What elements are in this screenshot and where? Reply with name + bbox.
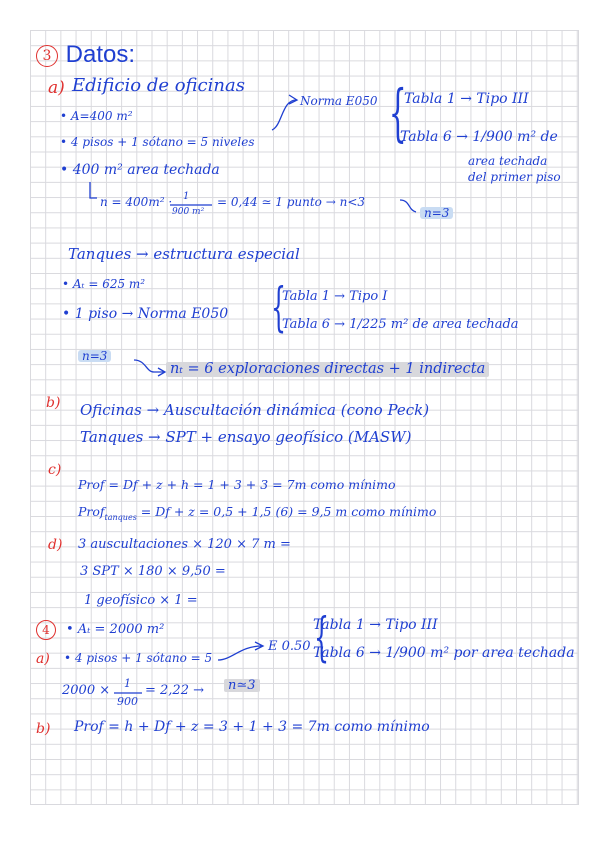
q3-frac-num: 1 [183, 191, 190, 202]
q3-d-line1: 3 auscultaciones × 120 × 7 m = [78, 537, 291, 552]
q3-area-line: • A=400 m² [60, 109, 133, 123]
datos-title: Datos: [65, 41, 136, 68]
q3-norma-brace: { [388, 76, 407, 149]
q4-frac-num: 1 [124, 677, 131, 690]
q3-calc-arrow [90, 182, 97, 198]
q4-tabla6: Tabla 6 → 1/900 m² por area techada [313, 645, 575, 661]
q3-c-line1: Prof = Df + z + h = 1 + 3 + 3 = 7m como mínimo [78, 477, 396, 492]
q3-a-title: Edificio de oficinas [72, 75, 245, 96]
q3-b-label: b) [46, 395, 61, 411]
q3-frac-den: 900 m² [172, 207, 205, 217]
q3-norma-arrow [272, 100, 296, 130]
q4-tabla1: Tabla 1 → Tipo III [313, 617, 438, 633]
question-4-number: 4 [36, 620, 56, 640]
q3-nt-total: nₜ = 6 exploraciones directas + 1 indirecta [166, 362, 489, 377]
q3-b-line2: Tanques → SPT + ensayo geofísico (MASW) [80, 428, 412, 446]
q4-calc-prefix: 2000 × [62, 683, 111, 698]
q3-n-curl [400, 200, 416, 212]
q4-norma-arrow [218, 646, 262, 660]
q3-n-result-badge: n=3 [420, 207, 453, 219]
q3-floors-line: • 4 pisos + 1 sótano = 5 niveles [60, 135, 255, 149]
q3-c-line2-prof: Prof [78, 504, 105, 519]
q4-norma-brace: { [314, 608, 329, 668]
q3-c-label: c) [48, 462, 62, 478]
q3-tanques-area: • Aₜ = 625 m² [62, 277, 146, 291]
q3-d-line2: 3 SPT × 180 × 9,50 = [80, 564, 226, 579]
q3-tabla6-line2: area techada [468, 154, 548, 168]
q3-a-label: a) [48, 78, 65, 98]
question-3-number: 3 [36, 45, 58, 67]
q3-d-line3: 1 geofísico × 1 = [84, 593, 198, 608]
q3-calc-result: = 0,44 ≃ 1 punto → n<3 [217, 195, 366, 209]
q3-d-label: d) [48, 537, 63, 553]
q3-b-line1: Oficinas → Auscultación dinámica (cono Peck) [80, 401, 430, 419]
q3-tanques-tabla1: Tabla 1 → Tipo I [282, 289, 388, 304]
q3-norma-label: Norma E050 [300, 94, 378, 108]
q3-c-line2-sub: tanques [104, 513, 137, 522]
q4-norma-label: E 0.50 [268, 639, 311, 654]
q4-frac-den: 900 [117, 695, 138, 708]
q4-n-result-badge: n≃3 [224, 679, 260, 692]
q3-techada-line: • 400 m² area techada [60, 162, 220, 178]
q4-area-line: • Aₜ = 2000 m² [66, 622, 165, 637]
q3-tanques-brace: { [271, 278, 286, 338]
q4-floors-line: • 4 pisos + 1 sótano = 5 [64, 651, 213, 665]
q3-calc-prefix: n = 400m² · [100, 195, 173, 209]
q4-b-label: b) [36, 721, 51, 737]
q3-tanques-line: Tanques → estructura especial [68, 245, 300, 263]
q3-tanques-tabla6: Tabla 6 → 1/225 m² de area techada [282, 317, 519, 332]
q4-a-label: a) [36, 651, 50, 667]
q3-tabla1: Tabla 1 → Tipo III [404, 91, 529, 107]
q4-b-line: Prof = h + Df + z = 3 + 1 + 3 = 7m como mínimo [74, 719, 430, 735]
q3-n-box: n=3 [78, 350, 111, 362]
q4-calc-result: = 2,22 → [145, 683, 204, 698]
q3-tanques-piso: • 1 piso → Norma E050 [62, 306, 229, 322]
q3-tabla6-line3: del primer piso [468, 170, 561, 184]
q3-nt-arrow [134, 360, 164, 372]
q3-c-line2-rest: = Df + z = 0,5 + 1,5 (6) = 9,5 m como mínimo [140, 504, 437, 519]
q3-tabla6: Tabla 6 → 1/900 m² de [400, 129, 558, 145]
